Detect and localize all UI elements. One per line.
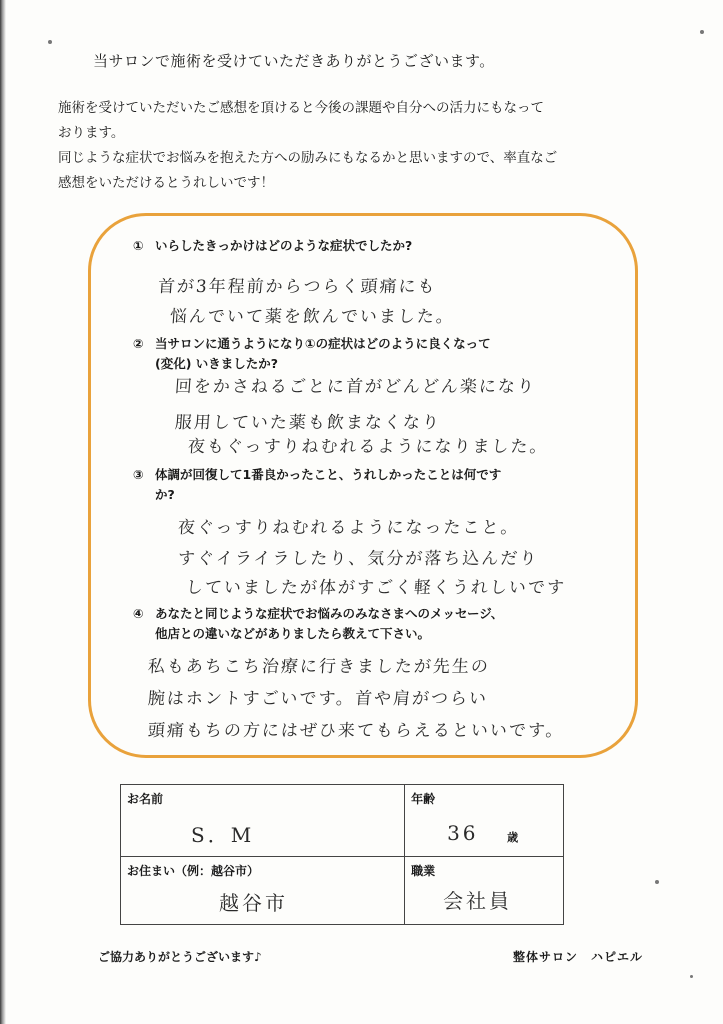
address-value: 越谷市 [219,891,288,915]
salon-name: 整体サロン ハピエル [513,950,644,964]
age-unit: 歳 [507,831,519,844]
question-number: ② [133,336,144,351]
answer-line: 悩んでいて薬を飲んでいました。 [169,307,456,327]
question-text: あなたと同じような症状でお悩みのみなさまへのメッセージ、 [155,606,504,621]
answer-line: 服用していた薬も飲まなくなり [174,413,442,433]
age-cell [405,785,564,857]
answer-line: 首が3年程前からつらく頭痛にも [157,277,438,297]
question-number: ① [133,238,144,253]
intro-line: 感想をいただけるとうれしいです！ [58,175,274,191]
intro-line: おります。 [58,125,125,141]
age-label: 年齢 [411,792,436,806]
customer-info-table [120,784,564,925]
question-text: いらしたきっかけはどのような症状でしたか? [155,238,413,253]
address-cell [121,857,405,925]
intro-line: 同じような症状でお悩みを抱えた方への励みにもなるかと思いますので、率直なご [58,150,558,166]
speck [690,975,693,978]
question-text: 他店との違いなどがありましたら教えて下さい。 [155,626,431,641]
job-value: 会社員 [443,889,513,913]
question-number: ④ [133,606,144,621]
question-2 [133,334,491,374]
question-text: 体調が回復して1番良かったこと、うれしかったことは何です [155,467,502,482]
answer-line: 夜もぐっすりねむれるようになりました。 [187,437,550,457]
question-number: ③ [133,467,144,482]
question-text: (変化) いきましたか? [155,356,279,371]
name-value: S．M [191,823,255,847]
answer-line: 回をかさねるごとに首がどんどん楽になり [174,377,537,397]
name-cell [121,785,405,857]
intro-line: 施術を受けていただいたご感想を頂けると今後の課題や自分への活力にもなって [58,100,544,116]
age-value: 36 [447,821,479,845]
page-edge [0,0,6,1024]
answer-line: 夜ぐっすりねむれるようになったこと。 [177,518,521,538]
answer-line: 腕はホントすごいです。首や肩がつらい [147,689,489,709]
job-cell [405,857,564,925]
answer-line: していましたが体がすごく軽くうれしいです [185,578,567,598]
job-label: 職業 [411,864,436,878]
speck [48,40,52,44]
name-label: お名前 [127,792,164,806]
page-title: 当サロンで施術を受けていただきありがとうございます。 [93,52,495,70]
speck [655,880,659,884]
thanks-message: ご協力ありがとうございます♪ [98,950,262,964]
answer-line: 頭痛もちの方にはぜひ来てもらえるといいです。 [147,721,566,741]
question-text: 当サロンに通うようになり①の症状はどのように良くなって [155,336,491,351]
answer-line: すぐイライラしたり、気分が落ち込んだり [177,549,540,569]
answer-line: 私もあちこち治療に行きましたが先生の [147,657,491,677]
speck [700,30,704,34]
question-1 [133,236,412,256]
intro-text [58,96,698,196]
question-text: か? [155,487,175,502]
address-label: お住まい（例：越谷市） [127,864,260,878]
question-3 [133,465,501,505]
question-4 [133,604,503,644]
